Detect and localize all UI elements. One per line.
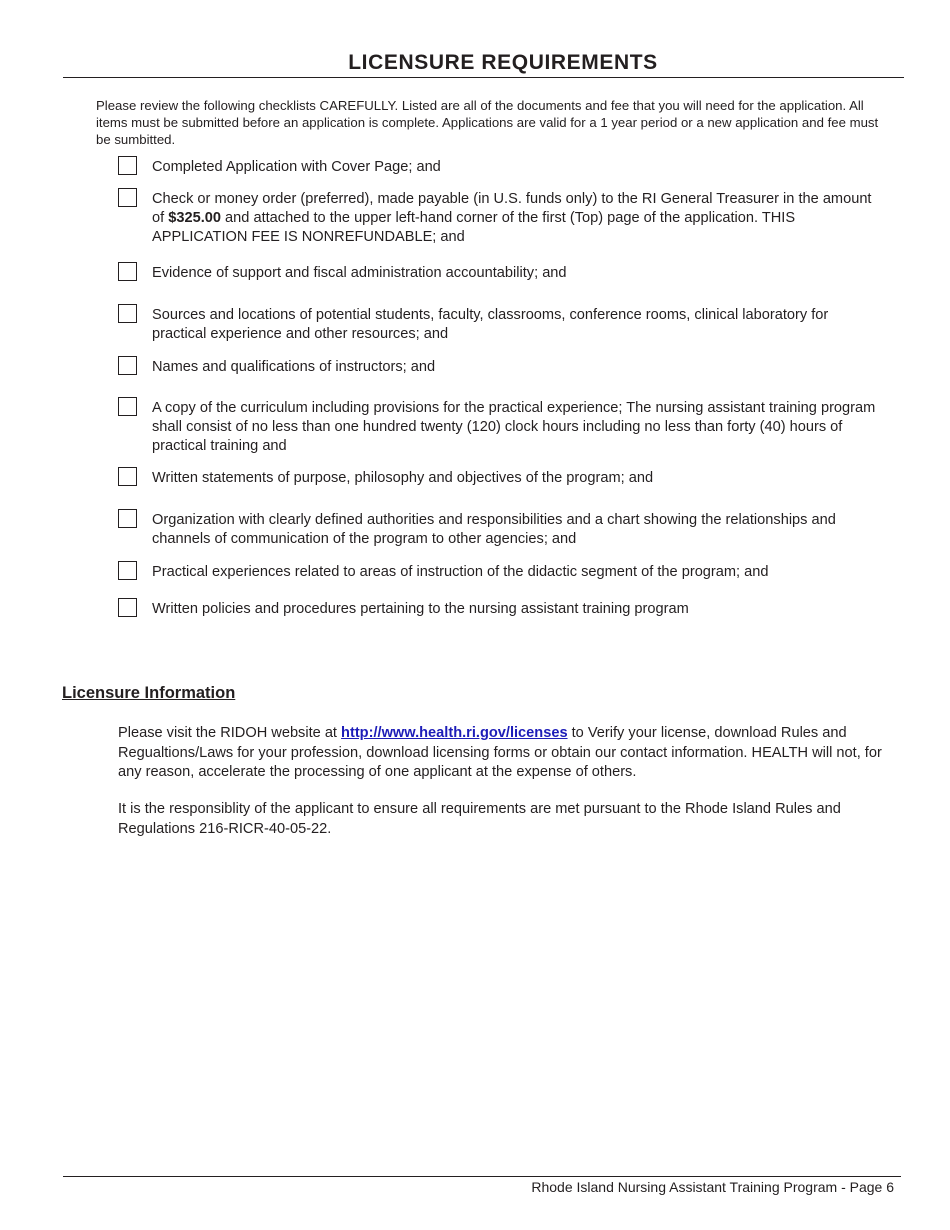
checkbox[interactable]: [118, 356, 137, 375]
checklist-item-label: Sources and locations of potential students, faculty, classrooms, conference rooms, clinical laboratory for practical experience and other resources; and: [152, 307, 829, 342]
checklist-item-label: Practical experiences related to areas of instruction of the didactic segment of the program; and: [152, 564, 769, 580]
checklist-item-label: Names and qualifications of instructors; and: [152, 359, 436, 375]
section-heading-licensure-information: Licensure Information: [62, 684, 236, 702]
fee-text-after: and attached to the upper left-hand corner of the first (Top) page of the application. THIS APPLICATION FEE IS NONREFUNDABLE; and: [152, 210, 796, 245]
ridoh-website-paragraph: [118, 724, 893, 783]
checkbox[interactable]: [118, 598, 137, 617]
applicant-responsibility-paragraph: It is the responsiblity of the applicant to ensure all requirements are met pursuant to the Rhode Island Rules and Regulations 216-RICR-40-05-22.: [118, 801, 841, 837]
footer-divider: [63, 1176, 901, 1177]
fee-text-before: Check or money order (preferred), made payable (in U.S. funds only) to the RI General Treasurer in the amount of: [152, 191, 872, 226]
checklist-item-label: A copy of the curriculum including provisions for the practical experience; The nursing assistant training program shall consist of no less than one hundred twenty (120) clock hours including no less than forty (40) hours of practical training and: [152, 400, 876, 454]
checkbox[interactable]: [118, 304, 137, 323]
intro-text: Please review the following checklists CAREFULLY. Listed are all of the documents and fee that you will need for the application. All items must be submitted before an application is complete. Applications are valid for a 1 year period or a new application and fee must be sumbitted.: [96, 98, 879, 147]
checkbox[interactable]: [118, 397, 137, 416]
checkbox[interactable]: [118, 156, 137, 175]
checklist-item-label: [152, 190, 882, 247]
checkbox[interactable]: [118, 262, 137, 281]
paragraph-text-after: to Verify your license, download Rules and Regualtions/Laws for your profession, download licensing forms or obtain our contact information. HEALTH will not, for any reason, accelerate the processing of one applicant at the expense of others.: [118, 725, 882, 780]
checkbox[interactable]: [118, 188, 137, 207]
title-divider: [63, 77, 904, 78]
checklist-item-label: Organization with clearly defined authorities and responsibilities and a chart showing the relationships and channels of communication of the program to other agencies; and: [152, 512, 836, 547]
paragraph-text-before: Please visit the RIDOH website at: [118, 725, 342, 741]
fee-amount: $325.00: [168, 210, 221, 226]
checkbox[interactable]: [118, 561, 137, 580]
checklist-item-label: Written statements of purpose, philosophy and objectives of the program; and: [152, 470, 654, 486]
checklist-item-label: Evidence of support and fiscal administration accountability; and: [152, 265, 567, 281]
checklist-item-label: Completed Application with Cover Page; and: [152, 159, 441, 175]
checkbox[interactable]: [118, 509, 137, 528]
ridoh-licenses-link[interactable]: http://www.health.ri.gov/licenses: [341, 725, 568, 741]
page-footer: Rhode Island Nursing Assistant Training Program - Page 6: [531, 1179, 894, 1195]
checkbox[interactable]: [118, 467, 137, 486]
page-title: LICENSURE REQUIREMENTS: [348, 51, 658, 74]
checklist-item-label: Written policies and procedures pertaining to the nursing assistant training program: [152, 601, 689, 617]
